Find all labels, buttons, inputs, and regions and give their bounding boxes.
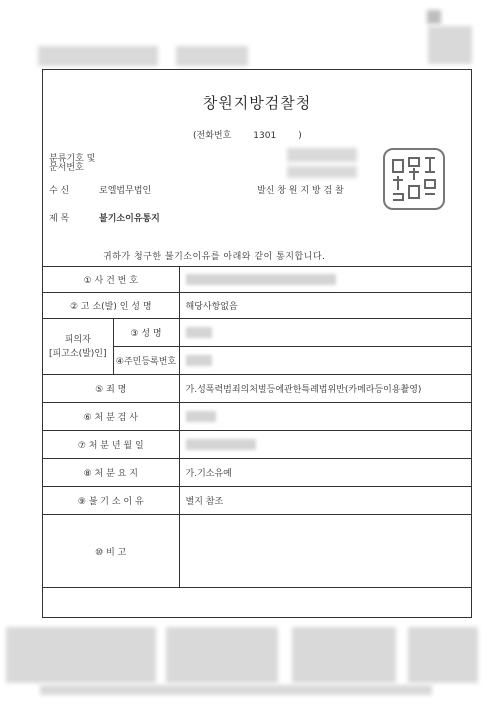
redacted-suspect-id [186, 355, 212, 366]
subject-value: 불기소이유통지 [99, 214, 160, 224]
case-table [42, 266, 472, 588]
redacted-date [186, 439, 256, 450]
redacted-suspect-name [186, 327, 212, 338]
reason-label: ⑨ 불 기 소 이 유 [43, 487, 180, 515]
table-row [43, 487, 472, 515]
remarks-value [179, 515, 471, 588]
classification-label-line1: 분류기호 및 [49, 154, 96, 164]
phone-label: (전화번호 [193, 131, 232, 141]
intro-text: 귀하가 청구한 불기소이유를 아래와 같이 통지합니다. [103, 252, 326, 262]
table-row [43, 403, 472, 431]
redacted-footer-1 [6, 627, 156, 683]
suspect-label-line2: [피고소(발)인] [49, 348, 107, 359]
case-number-value [179, 267, 471, 293]
redacted-document-number-2 [287, 166, 357, 178]
suspect-id-value [179, 347, 471, 375]
table-row [43, 459, 472, 487]
remarks-label: ⑩ 비 고 [43, 515, 180, 588]
complainant-value: 해당사항없음 [179, 293, 471, 319]
prosecutor-value [179, 403, 471, 431]
document-title: 창원지방검찰청 [202, 94, 312, 112]
redacted-prosecutor [186, 411, 216, 422]
table-row [43, 431, 472, 459]
classification-label-line2: 문서번호 [49, 163, 84, 173]
classification-label [49, 155, 95, 173]
table-row [43, 515, 472, 588]
sender-label: 발신 창 원 지 방 검 찰 [257, 186, 344, 196]
date-label: ⑦ 처 분 년 월 일 [43, 431, 180, 459]
table-row [43, 319, 472, 347]
redacted-corner-box [428, 26, 472, 64]
redacted-document-number [287, 148, 357, 162]
charge-value: 가.성폭력범죄의처벌등에관한특례법위반(카메라등이용촬영) [179, 375, 471, 403]
disposition-label: ⑧ 처 분 요 지 [43, 459, 180, 487]
phone-line [193, 128, 302, 141]
redacted-case-number [186, 274, 336, 285]
date-value [179, 431, 471, 459]
reason-value: 별지 참조 [179, 487, 471, 515]
redacted-corner-top-right [427, 10, 441, 24]
charge-label: ⑤ 죄 명 [43, 375, 180, 403]
redacted-footer-2 [166, 627, 278, 683]
suspect-name-label: ③ 성 명 [113, 319, 179, 347]
official-seal [383, 148, 445, 210]
redacted-header-mid [176, 46, 248, 66]
redacted-header-left [38, 46, 158, 66]
case-number-label: ① 사 건 번 호 [43, 267, 180, 293]
table-row [43, 375, 472, 403]
recipient-label: 수 신 [49, 186, 70, 196]
phone-number: 1301 [253, 131, 277, 141]
table-row [43, 267, 472, 293]
suspect-label [43, 319, 114, 375]
suspect-name-value [179, 319, 471, 347]
redacted-footer-5 [40, 685, 432, 695]
subject-label: 제 목 [49, 214, 70, 224]
redacted-footer-3 [292, 627, 396, 683]
table-row [43, 293, 472, 319]
prosecutor-label: ⑥ 처 분 검 사 [43, 403, 180, 431]
notice-document [42, 69, 472, 618]
redacted-footer-4 [408, 627, 478, 683]
suspect-label-line1: 피의자 [64, 334, 91, 345]
recipient-value: 로엘법무법인 [99, 186, 152, 196]
complainant-label: ② 고 소(발) 인 성 명 [43, 293, 180, 319]
disposition-value: 가.기소유예 [179, 459, 471, 487]
phone-close: ) [298, 131, 302, 141]
suspect-id-label: ④주민등록번호 [113, 347, 179, 375]
